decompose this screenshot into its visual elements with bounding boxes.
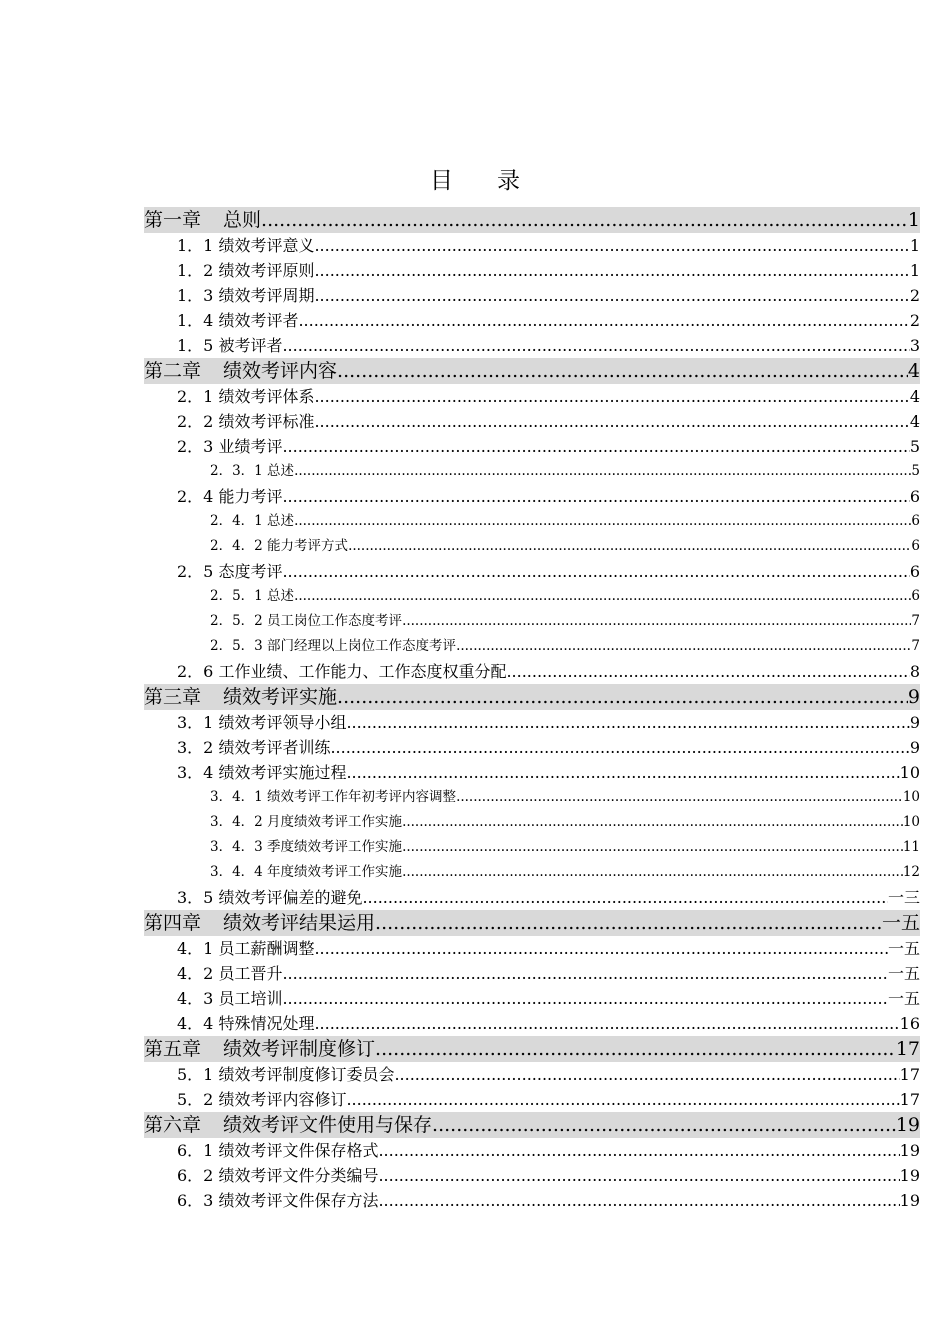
toc-section-entry[interactable] — [144, 1087, 920, 1112]
toc-entry-label: 2．3．1 总述 — [210, 463, 295, 479]
toc-subsection-entry[interactable] — [144, 509, 920, 534]
toc-page-number: 6 — [911, 513, 920, 529]
toc-section-entry[interactable] — [144, 760, 920, 785]
toc-page-number: 6 — [909, 487, 920, 506]
toc-entry-label: 4．3 员工培训 — [177, 989, 283, 1008]
toc-page-number: 1 — [907, 209, 920, 231]
toc-page-number: 11 — [902, 839, 920, 855]
toc-subsection-entry[interactable] — [144, 634, 920, 659]
toc-entry-label: 5．1 绩效考评制度修订委员会 — [177, 1065, 395, 1084]
toc-entry-label: 2．4 能力考评 — [177, 487, 283, 506]
dot-leader — [282, 559, 909, 584]
toc-page-number: 9 — [907, 686, 920, 708]
toc-chapter-entry[interactable] — [144, 1036, 920, 1062]
dot-leader — [346, 760, 899, 785]
toc-entry-label: 2．1 绩效考评体系 — [177, 387, 315, 406]
toc-section-entry[interactable] — [144, 308, 920, 333]
dot-leader — [432, 1112, 896, 1138]
dot-leader — [378, 1188, 899, 1213]
dot-leader — [294, 509, 911, 534]
toc-entry-label: 6．2 绩效考评文件分类编号 — [177, 1166, 379, 1185]
dot-leader — [294, 459, 911, 484]
toc-entry-label: 2．2 绩效考评标准 — [177, 412, 315, 431]
toc-subsection-entry[interactable] — [144, 860, 920, 885]
dot-leader — [402, 860, 903, 885]
toc-section-entry[interactable] — [144, 258, 920, 283]
toc-section-entry[interactable] — [144, 283, 920, 308]
toc-section-entry[interactable] — [144, 735, 920, 760]
toc-section-entry[interactable] — [144, 434, 920, 459]
toc-subsection-entry[interactable] — [144, 835, 920, 860]
toc-entry-label — [144, 1112, 432, 1138]
toc-entry-label: 3．5 绩效考评偏差的避免 — [177, 888, 363, 907]
toc-subsection-entry[interactable] — [144, 584, 920, 609]
toc-entry-label: 4．2 员工晋升 — [177, 964, 283, 983]
dot-leader — [282, 333, 909, 358]
toc-page-number: 2 — [909, 311, 920, 330]
toc-section-entry[interactable] — [144, 885, 920, 910]
toc-page-number: 2 — [909, 286, 920, 305]
toc-entry-label: 1．5 被考评者 — [177, 336, 283, 355]
toc-page-number: 一五 — [881, 912, 920, 934]
toc-page-number: 19 — [899, 1166, 920, 1185]
dot-leader — [314, 384, 909, 409]
toc-page-number: 19 — [895, 1114, 920, 1136]
toc-page-number: 3 — [909, 336, 920, 355]
toc-entry-label: 1．3 绩效考评周期 — [177, 286, 315, 305]
toc-page-number: 1 — [909, 261, 920, 280]
dot-leader — [456, 785, 903, 810]
dot-leader — [402, 810, 903, 835]
toc-section-entry[interactable] — [144, 409, 920, 434]
toc-page-number: 10 — [899, 763, 920, 782]
chapter-title: 绩效考评结果运用 — [223, 912, 376, 934]
toc-entry-label — [144, 207, 261, 233]
toc-section-entry[interactable] — [144, 484, 920, 509]
toc-chapter-entry[interactable] — [144, 207, 920, 233]
toc-page-number: 19 — [899, 1191, 920, 1210]
toc-entry-label: 3．4．3 季度绩效考评工作实施 — [210, 839, 403, 855]
chapter-title: 绩效考评制度修订 — [223, 1038, 376, 1060]
dot-leader — [282, 484, 909, 509]
dot-leader — [378, 1138, 899, 1163]
toc-page-number: 5 — [909, 437, 920, 456]
toc-entry-label: 5．2 绩效考评内容修订 — [177, 1090, 347, 1109]
toc-section-entry[interactable] — [144, 936, 920, 961]
toc-entry-label — [144, 910, 375, 936]
toc-chapter-entry[interactable] — [144, 1112, 920, 1138]
toc-page-number: 4 — [909, 387, 920, 406]
toc-page-number: 19 — [899, 1141, 920, 1160]
dot-leader — [282, 961, 888, 986]
toc-entry-label: 2．6 工作业绩、工作能力、工作态度权重分配 — [177, 662, 507, 681]
toc-page-number: 7 — [911, 638, 920, 654]
toc-section-entry[interactable] — [144, 659, 920, 684]
chapter-number: 第一章 — [144, 209, 202, 231]
chapter-number: 第五章 — [144, 1038, 202, 1060]
dot-leader — [456, 634, 911, 659]
dot-leader — [314, 233, 909, 258]
toc-page-number: 17 — [899, 1090, 920, 1109]
toc-page-number: 17 — [899, 1065, 920, 1084]
toc-subsection-entry[interactable] — [144, 534, 920, 559]
toc-entry-label: 3．4 绩效考评实施过程 — [177, 763, 347, 782]
toc-entry-label: 3．2 绩效考评者训练 — [177, 738, 331, 757]
toc-section-entry[interactable] — [144, 710, 920, 735]
toc-entry-label: 2．5．1 总述 — [210, 588, 295, 604]
toc-section-entry[interactable] — [144, 1062, 920, 1087]
toc-entry-label: 2．5．3 部门经理以上岗位工作态度考评 — [210, 638, 457, 654]
toc-title-char-1: 目 — [430, 168, 453, 194]
dot-leader — [506, 659, 909, 684]
toc-entry-label: 2．5 态度考评 — [177, 562, 283, 581]
toc-page-number: 6 — [911, 538, 920, 554]
toc-entry-label: 2．5．2 员工岗位工作态度考评 — [210, 613, 403, 629]
dot-leader — [337, 684, 908, 710]
toc-page-number: 6 — [909, 562, 920, 581]
dot-leader — [261, 207, 908, 233]
dot-leader — [298, 308, 909, 333]
toc-page-number: 10 — [902, 789, 920, 805]
toc-entry-label — [144, 684, 337, 710]
chapter-title: 绩效考评内容 — [223, 360, 338, 382]
dot-leader — [314, 1011, 899, 1036]
toc-entry-label — [144, 358, 337, 384]
toc-page-number: 1 — [909, 236, 920, 255]
toc-entry-label: 1．2 绩效考评原则 — [177, 261, 315, 280]
toc-page-number: 4 — [909, 412, 920, 431]
dot-leader — [346, 1087, 899, 1112]
dot-leader — [294, 584, 911, 609]
toc-page-number: 17 — [895, 1038, 920, 1060]
toc-section-entry[interactable] — [144, 961, 920, 986]
toc-subsection-entry[interactable] — [144, 459, 920, 484]
dot-leader — [314, 409, 909, 434]
toc-page-number: 9 — [909, 738, 920, 757]
toc-page-number: 一三 — [887, 888, 920, 907]
toc-title-char-2: 录 — [497, 168, 520, 194]
toc-page-number: 10 — [902, 814, 920, 830]
dot-leader — [375, 910, 882, 936]
toc-page-number: 5 — [911, 463, 920, 479]
toc-section-entry[interactable] — [144, 384, 920, 409]
chapter-title: 绩效考评实施 — [223, 686, 338, 708]
toc-section-entry[interactable] — [144, 1138, 920, 1163]
toc-section-entry[interactable] — [144, 233, 920, 258]
toc-entry-label: 4．4 特殊情况处理 — [177, 1014, 315, 1033]
toc-section-entry[interactable] — [144, 333, 920, 358]
toc-page-number: 16 — [899, 1014, 920, 1033]
toc-entry-label: 3．1 绩效考评领导小组 — [177, 713, 347, 732]
toc-entry-label: 3．4．4 年度绩效考评工作实施 — [210, 864, 403, 880]
dot-leader — [346, 710, 909, 735]
toc-page-number: 一五 — [887, 964, 920, 983]
toc-chapter-entry[interactable] — [144, 358, 920, 384]
toc-page-number: 6 — [911, 588, 920, 604]
chapter-title: 总则 — [223, 209, 262, 231]
chapter-number: 第二章 — [144, 360, 202, 382]
toc-entry-label — [144, 1036, 375, 1062]
toc-section-entry[interactable] — [144, 1188, 920, 1213]
dot-leader — [337, 358, 908, 384]
toc-subsection-entry[interactable] — [144, 810, 920, 835]
toc-page-number: 7 — [911, 613, 920, 629]
chapter-title: 绩效考评文件使用与保存 — [223, 1114, 433, 1136]
toc-chapter-entry[interactable] — [144, 684, 920, 710]
toc-page-number: 9 — [909, 713, 920, 732]
toc-subsection-entry[interactable] — [144, 609, 920, 634]
toc-page-number: 4 — [907, 360, 920, 382]
toc-section-entry[interactable] — [144, 1163, 920, 1188]
dot-leader — [330, 735, 909, 760]
chapter-number: 第四章 — [144, 912, 202, 934]
dot-leader — [314, 258, 909, 283]
toc-page-number: 8 — [909, 662, 920, 681]
dot-leader — [314, 283, 909, 308]
toc-section-entry[interactable] — [144, 559, 920, 584]
dot-leader — [282, 434, 909, 459]
dot-leader — [348, 534, 911, 559]
toc-entry-label: 6．1 绩效考评文件保存格式 — [177, 1141, 379, 1160]
toc-subsection-entry[interactable] — [144, 785, 920, 810]
toc-entry-label: 1．4 绩效考评者 — [177, 311, 299, 330]
toc-entry-label: 2．4．1 总述 — [210, 513, 295, 529]
toc-page-number: 一五 — [887, 989, 920, 1008]
toc-entry-label: 2．4．2 能力考评方式 — [210, 538, 349, 554]
toc-page-number: 12 — [902, 864, 920, 880]
toc-page-number: 一五 — [887, 939, 920, 958]
toc-entry-label: 4．1 员工薪酬调整 — [177, 939, 315, 958]
toc-entry-label: 1．1 绩效考评意义 — [177, 236, 315, 255]
toc-entry-label: 6．3 绩效考评文件保存方法 — [177, 1191, 379, 1210]
toc-section-entry[interactable] — [144, 1011, 920, 1036]
dot-leader — [362, 885, 888, 910]
dot-leader — [402, 609, 911, 634]
toc-section-entry[interactable] — [144, 986, 920, 1011]
dot-leader — [394, 1062, 899, 1087]
toc-title — [0, 162, 950, 195]
dot-leader — [402, 835, 903, 860]
toc-chapter-entry[interactable] — [144, 910, 920, 936]
toc-entry-label: 3．4．2 月度绩效考评工作实施 — [210, 814, 403, 830]
chapter-number: 第六章 — [144, 1114, 202, 1136]
dot-leader — [282, 986, 888, 1011]
toc-entry-label: 3．4．1 绩效考评工作年初考评内容调整 — [210, 789, 457, 805]
table-of-contents — [144, 207, 920, 1213]
dot-leader — [375, 1036, 896, 1062]
dot-leader — [314, 936, 888, 961]
dot-leader — [378, 1163, 899, 1188]
chapter-number: 第三章 — [144, 686, 202, 708]
toc-entry-label: 2．3 业绩考评 — [177, 437, 283, 456]
